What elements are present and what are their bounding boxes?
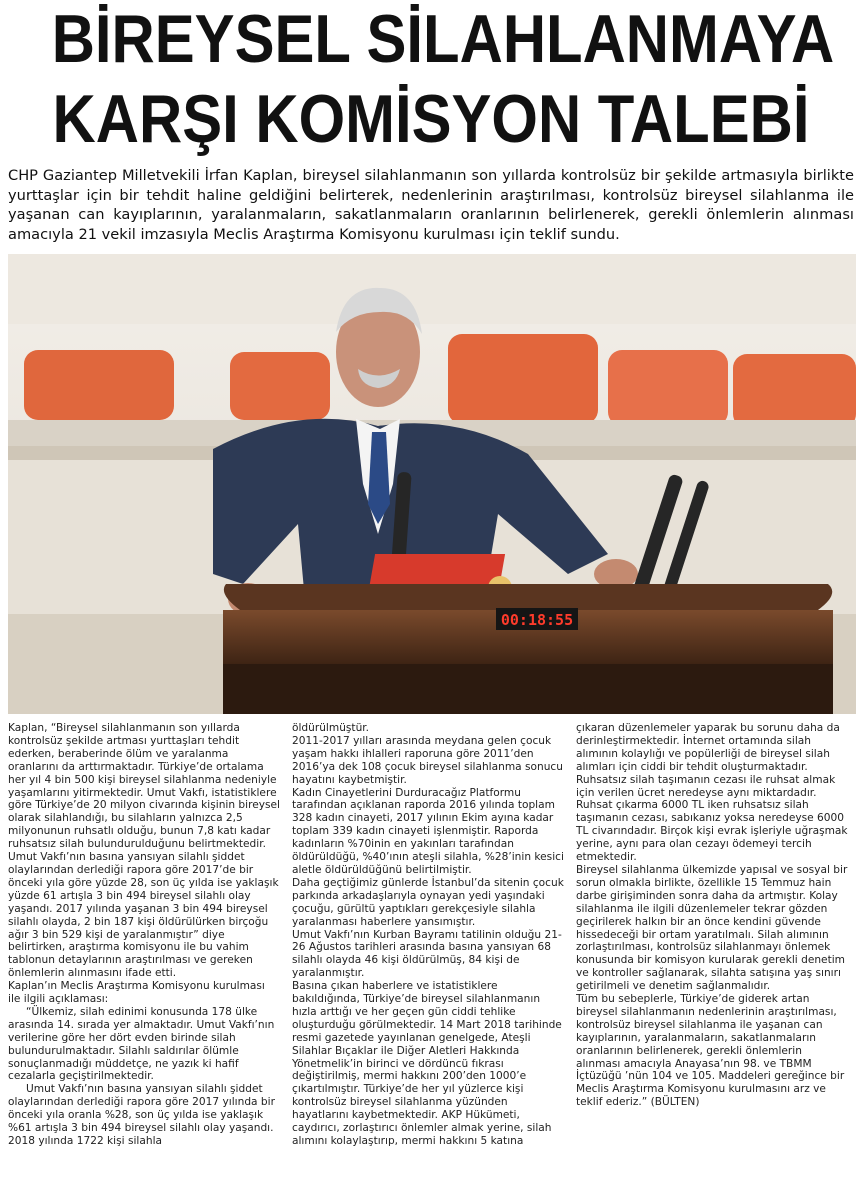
paragraph: Umut Vakfı’nın Kurban Bayramı tatilinin olduğu 21-26 Ağustos tarihleri arasında basına yansıyan 68 silahlı olayda 46 kişi öldürülmüş, 84 kişi de yaralanmıştır.: [292, 928, 562, 980]
article-column-3: [576, 722, 848, 1196]
paragraph: Tüm bu sebeplerle, Türkiye’de giderek artan bireysel silahlanmanın nedenlerinin araştırılması, kontrolsüz bireysel silahlanma ile yaşanan can kayıplarının, yaralanmaların, sakatlanmaların oranlarının belirlenerek, gerekli önlemlerin alınması amacıyla Anayasa’nın 98. ve TBMM İçtüzüğü ’nün 104 ve 105. Maddeleri gereğince bir Meclis Araştırma Komisyonu kurulmasını arz ve teklif ederiz.” (BÜLTEN): [576, 993, 845, 1109]
headline-line-2: KARŞI KOMİSYON TALEBİ: [52, 81, 810, 157]
speaker-at-podium-illustration: [8, 254, 856, 714]
paragraph: Kaplan’ın Meclis Araştırma Komisyonu kurulması ile ilgili açıklaması:: [8, 980, 265, 1006]
paragraph: öldürülmüştür.: [292, 722, 370, 734]
paragraph: 2011-2017 yılları arasında meydana gelen çocuk yaşam hakkı ihlalleri raporuna göre 2011’den 2016’ya dek 108 çocuk bireysel silahlanma sonucu hayatını kaybetmiştir.: [292, 734, 563, 786]
news-photo: [8, 254, 856, 714]
article-column-1: [8, 722, 280, 1196]
podium-top: [224, 584, 832, 610]
seat: [24, 350, 174, 420]
paragraph: Kaplan, “Bireysel silahlanmanın son yıllarda kontrolsüz şekilde artması yurttaşları tehdit ederken, beraberinde ölüm ve yaralanma oranlarını da arttırmaktadır. Türkiye’de ortalama her yıl 4 bin 500 kişi bireysel silahlanma nedeniyle yaşamlarını yitirmektedir. Umut Vakfı, istatistiklere göre Türkiye’de 20 milyon civarında kişinin bireysel olarak silahlandığı, bu silahların yalnızca 2,5 milyonunun ruhsatlı olduğu, bunun 7,8 katı kadar ruhsatsız silah bulundurulduğunu belirtmektedir.: [8, 722, 280, 851]
article-body: [8, 722, 856, 1196]
paragraph: Ruhsatsız silah taşımanın cezası ile ruhsat almak için verilen ücret neredeyse aynı miktardadır. Ruhsat çıkarma 6000 TL iken ruhsatsız silah taşımanın cezası, sabıkanız yoksa neredeyse 6000 TL civarındadır. Birçok kişi evrak işleriyle uğraşmak yerine, aynı para olan cezayı ödemeyi tercih etmektedir.: [576, 773, 848, 864]
timer-text: 00:18:55: [500, 611, 574, 629]
headline-line-1: BİREYSEL SİLAHLANMAYA: [51, 1, 835, 77]
paragraph: Kadın Cinayetlerini Durduracağız Platformu tarafından açıklanan raporda 2016 yılında toplam 328 kadın cinayeti, 2017 yılının Ekim ayına kadar toplam 339 kadın cinayeti işlenmiştir. Raporda kadınların %70inin en yakınları tarafından öldürüldüğü, %40’ının ateşli silahla, %28’inin kesici aletle öldürüldüğünü belirtilmiştir.: [292, 786, 564, 876]
paragraph: çıkaran düzenlemeler yaparak bu sorunu daha da derinleştirmektedir. İnternet ortamında silah alımının kolaylığı ve popülerliği de bireysel silah alımları için ciddi bir tehdit oluşturmaktadır.: [576, 722, 840, 773]
seat: [733, 354, 856, 428]
seat: [230, 352, 330, 420]
paragraph: Umut Vakfı’nın basına yansıyan silahlı şiddet olaylarından derlediği rapora göre 2017’de bir önceki yıla göre yüzde 28, son üç yılda ise yaklaşık yüzde 61 artışla 3 bin 494 bireysel silahlı olay yaşandı. 2017 yılında yaşanan 3 bin 494 bireysel silahlı olayda, 2 bin 187 kişi öldürülürken birçoğu ağır 3 bin 529 kişi de yaralanmıştır” diye belirtirken, araştırma komisyonu ile bu vahim tablonun detaylarının araştırılması ve gereken önlemlerin alınmasını ifade etti.: [8, 851, 279, 980]
paragraph: Basına çıkan haberlere ve istatistiklere bakıldığında, Türkiye’de bireysel silahlanmanın hızla arttığı ve her geçen gün ciddi tehlike oluşturduğu görülmektedir. 14 Mart 2018 tarihinde resmi gazetede yayınlanan genelgede, Ateşli Silahlar Bıçaklar ile Diğer Aletleri Hakkında Yönetmelik’in birinci ve dördüncü fıkrası değiştirilmiş, mermi hakkını 200’den 1000’e çıkartılmıştır. Türkiye’de her yıl yüzlerce kişi kontrolsüz bireysel silahlanma yüzünden hayatlarını kaybetmektedir. AKP Hükümeti, caydırıcı, zorlaştırıcı önlemler almak yerine, silah alımını kolaylaştırıp, mermi hakkını 5 katına: [292, 980, 562, 1147]
article-column-2: [292, 722, 564, 1196]
paragraph: “Ülkemiz, silah edinimi konusunda 178 ülke arasında 14. sırada yer almaktadır. Umut Vakfı’nın verilerine göre her dört evden birinde silah bulundurulmaktadır. Silahlı saldırılar ölümle sonuçlanmadığı müddetçe, ne yazık ki hafif cezalarla geçiştirilmektedir.: [8, 1005, 275, 1083]
lead-paragraph: CHP Gaziantep Milletvekili İrfan Kaplan, bireysel silahlanmanın son yıllarda kontrolsüz bir şekilde artmasıyla birlikte yurttaşlar için bir tehdit haline geldiğini belirterek, nedenlerinin araştırılması, kontrolsüz bireysel silahlanma ile yaşanan can kayıplarının, yaralanmaların, sakatlanmaların oranlarının belirlenerek, gerekli önlemlerin alınması amacıyla 21 vekil imzasıyla Meclis Araştırma Komisyonu kurulması için teklif sundu.: [8, 167, 854, 243]
seat: [608, 350, 728, 426]
seat: [448, 334, 598, 424]
paragraph: Bireysel silahlanma ülkemizde yapısal ve sosyal bir sorun olmakla birlikte, özellikle 15 Temmuz hain darbe girişiminden sonra daha da artmıştır. Kolay silahlanma ile ilgili düzenlemeler tekrar gözden geçirilerek halkın bir an önce kendini güvende hissedeceği bir ortam yaratılmalı. Silah alımının zorlaştırılması, kontrolsüz silahlanmayı önlemek konusunda bir komisyon kurularak gerekli denetim ve kontroller sağlanarak, silahta satışına yaş sınırı getirilmeli ve denetim sağlanmalıdır.: [576, 863, 848, 993]
paragraph: Umut Vakfı’nın basına yansıyan silahlı şiddet olaylarından derlediği rapora göre 2017 yılında bir önceki yıla oranla %28, son üç yılda ise yaklaşık %61 artışla 3 bin 494 bireysel silahlı olay yaşandı. 2018 yılında 1722 kişi silahla: [8, 1083, 275, 1147]
paragraph: Daha geçtiğimiz günlerde İstanbul’da sitenin çocuk parkında arkadaşlarıyla oynayan yedi yaşındaki çocuğu, gürültü yaptıkları gerekçesiyle silahla yaralanması haberlere yansımıştır.: [292, 876, 564, 928]
